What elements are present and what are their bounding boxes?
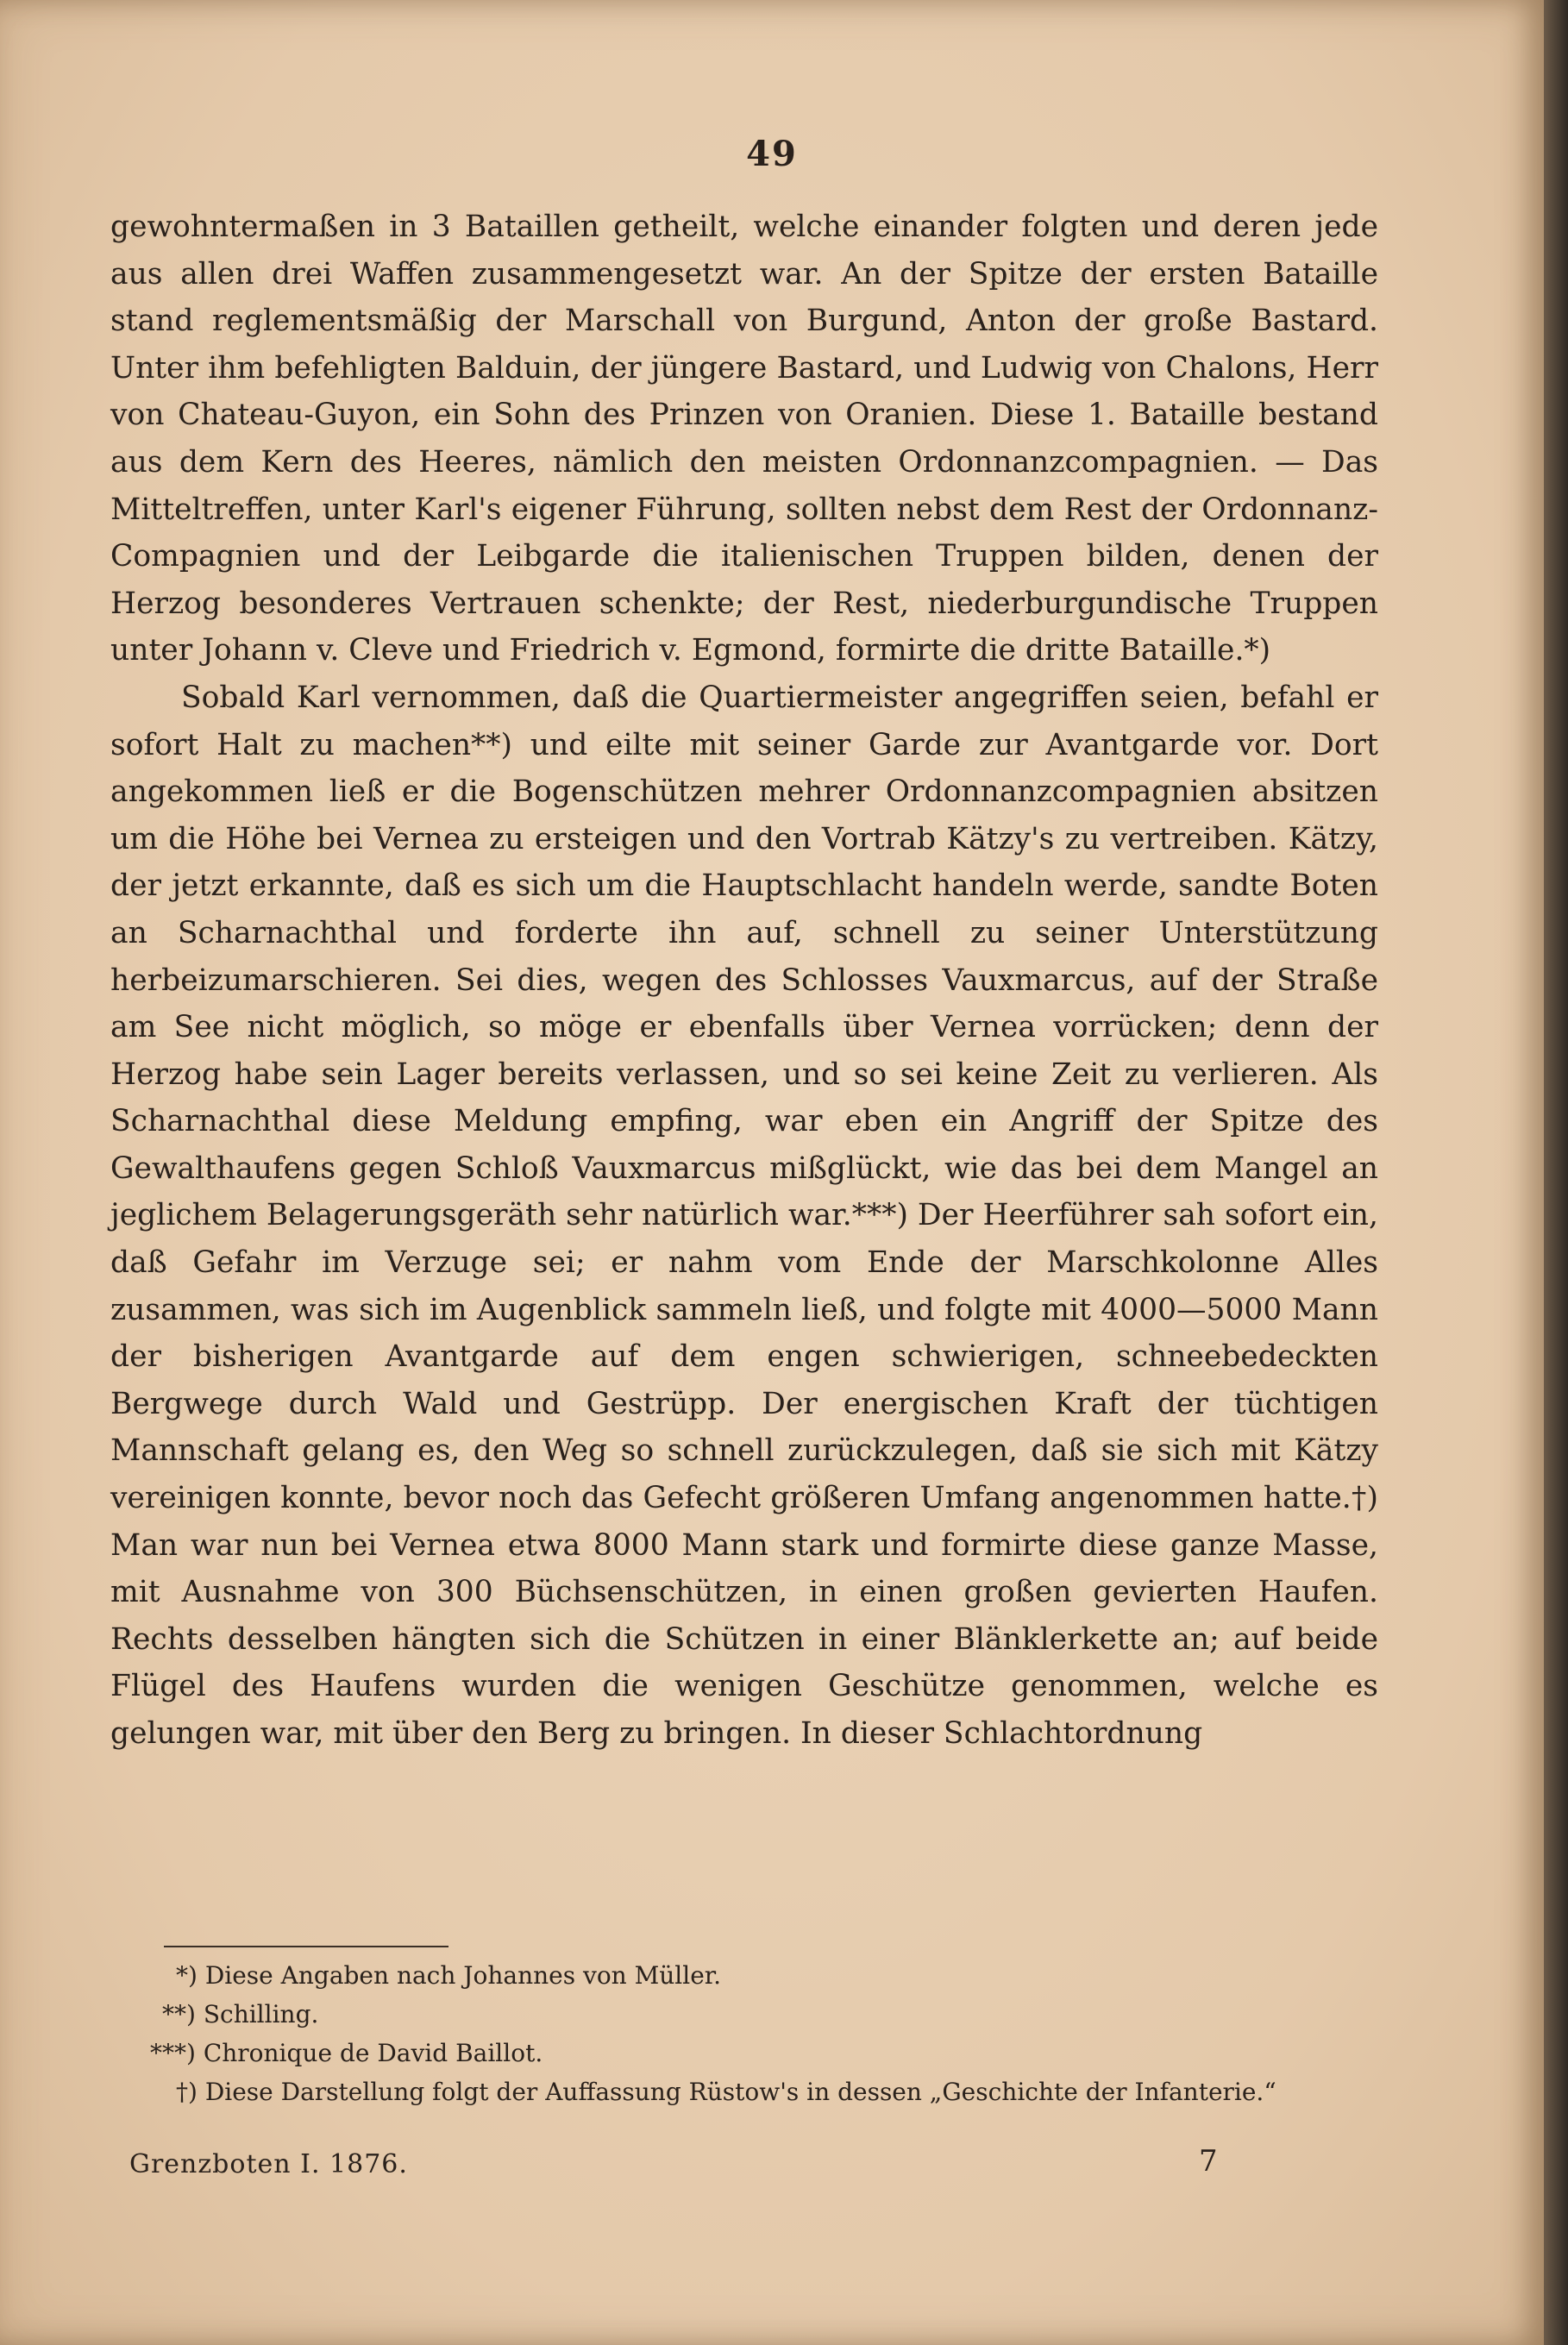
footer-source: Grenzboten I. 1876. bbox=[129, 2149, 408, 2179]
footer-signature-mark: 7 bbox=[1199, 2144, 1218, 2179]
paragraph-1: gewohntermaßen in 3 Bataillen getheilt, welche einander folgten und deren jede aus allen drei Waffen zusammengesetzt war. An der Spitze der ersten Bataille stand reglementsmäßig der Marschall von Burgund, Anton der große Bastard. Unter ihm befehligten Balduin, der jüngere Bastard, und Ludwig von Chalons, Herr von Chateau-Guyon, ein Sohn des Prinzen von Oranien. Diese 1. Bataille bestand aus dem Kern des Heeres, nämlich den meisten Ordonnanzcompagnien. — Das Mitteltreffen, unter Karl's eigener Führung, sollten nebst dem Rest der Ordonnanz-Compagnien und der Leibgarde die italienischen Truppen bilden, denen der Herzog besonderes Vertrauen schenkte; der Rest, niederburgundische Truppen unter Johann v. Cleve und Friedrich v. Egmond, formirte die dritte Bataille.*) bbox=[110, 210, 1378, 668]
footnote-2: **) Schilling. bbox=[162, 2000, 319, 2028]
paragraph-2: Sobald Karl vernommen, daß die Quartiermeister angegriffen seien, befahl er sofort Halt zu machen**) und eilte mit seiner Garde zur Avantgarde vor. Dort angekommen ließ er die Bogenschützen mehrer Ordonnanzcompagnien absitzen um die Höhe bei Vernea zu ersteigen und den Vortrab Kätzy's zu vertreiben. Kätzy, der jetzt erkannte, daß es sich um die Hauptschlacht handeln werde, sandte Boten an Scharnachthal und forderte ihn auf, schnell zu seiner Unterstützung herbeizumarschieren. Sei dies, wegen des Schlosses Vauxmarcus, auf der Straße am See nicht möglich, so möge er ebenfalls über Vernea vorrücken; denn der Herzog habe sein Lager bereits verlassen, und so sei keine Zeit zu verlieren. Als Scharnachthal diese Meldung empfing, war eben ein Angriff der Spitze des Gewalthaufens gegen Schloß Vauxmarcus mißglückt, wie das bei dem Mangel an jeglichem Belagerungsgeräth sehr natürlich war.***) Der Heerführer sah sofort ein, daß Gefahr im Verzuge sei; er nahm vom Ende der Marschkolonne Alles zusammen, was sich im Augenblick sammeln ließ, und folgte mit 4000—5000 Mann der bisherigen Avantgarde auf dem engen schwierigen, schneebedeckten Bergwege durch Wald und Gestrüpp. Der energischen Kraft der tüchtigen Mannschaft gelang es, den Weg so schnell zurückzulegen, daß sie sich mit Kätzy vereinigen konnte, bevor noch das Gefecht größeren Umfang angenommen hatte.†) Man war nun bei Vernea etwa 8000 Mann stark und formirte diese ganze Masse, mit Ausnahme von 300 Büchsenschützen, in einen großen gevierten Haufen. Rechts desselben hängten sich die Schützen in einer Blänklerkette an; auf beide Flügel des Haufens wurden die wenigen Geschütze genommen, welche es gelungen war, mit über den Berg zu bringen. In dieser Schlachtordnung bbox=[110, 680, 1378, 1751]
footnote-1: *) Diese Angaben nach Johannes von Müller. bbox=[176, 1961, 721, 1990]
page-edge bbox=[1544, 0, 1568, 2345]
footnote-3: ***) Chronique de David Baillot. bbox=[150, 2039, 543, 2067]
body-text bbox=[110, 204, 1378, 1758]
page-number: 49 bbox=[746, 134, 798, 174]
footnotes bbox=[110, 1956, 1378, 2111]
footnote-4: †) Diese Darstellung folgt der Auffassung Rüstow's in dessen „Geschichte der Infanterie.“ bbox=[176, 2078, 1276, 2106]
footnote-divider bbox=[164, 1946, 448, 1947]
